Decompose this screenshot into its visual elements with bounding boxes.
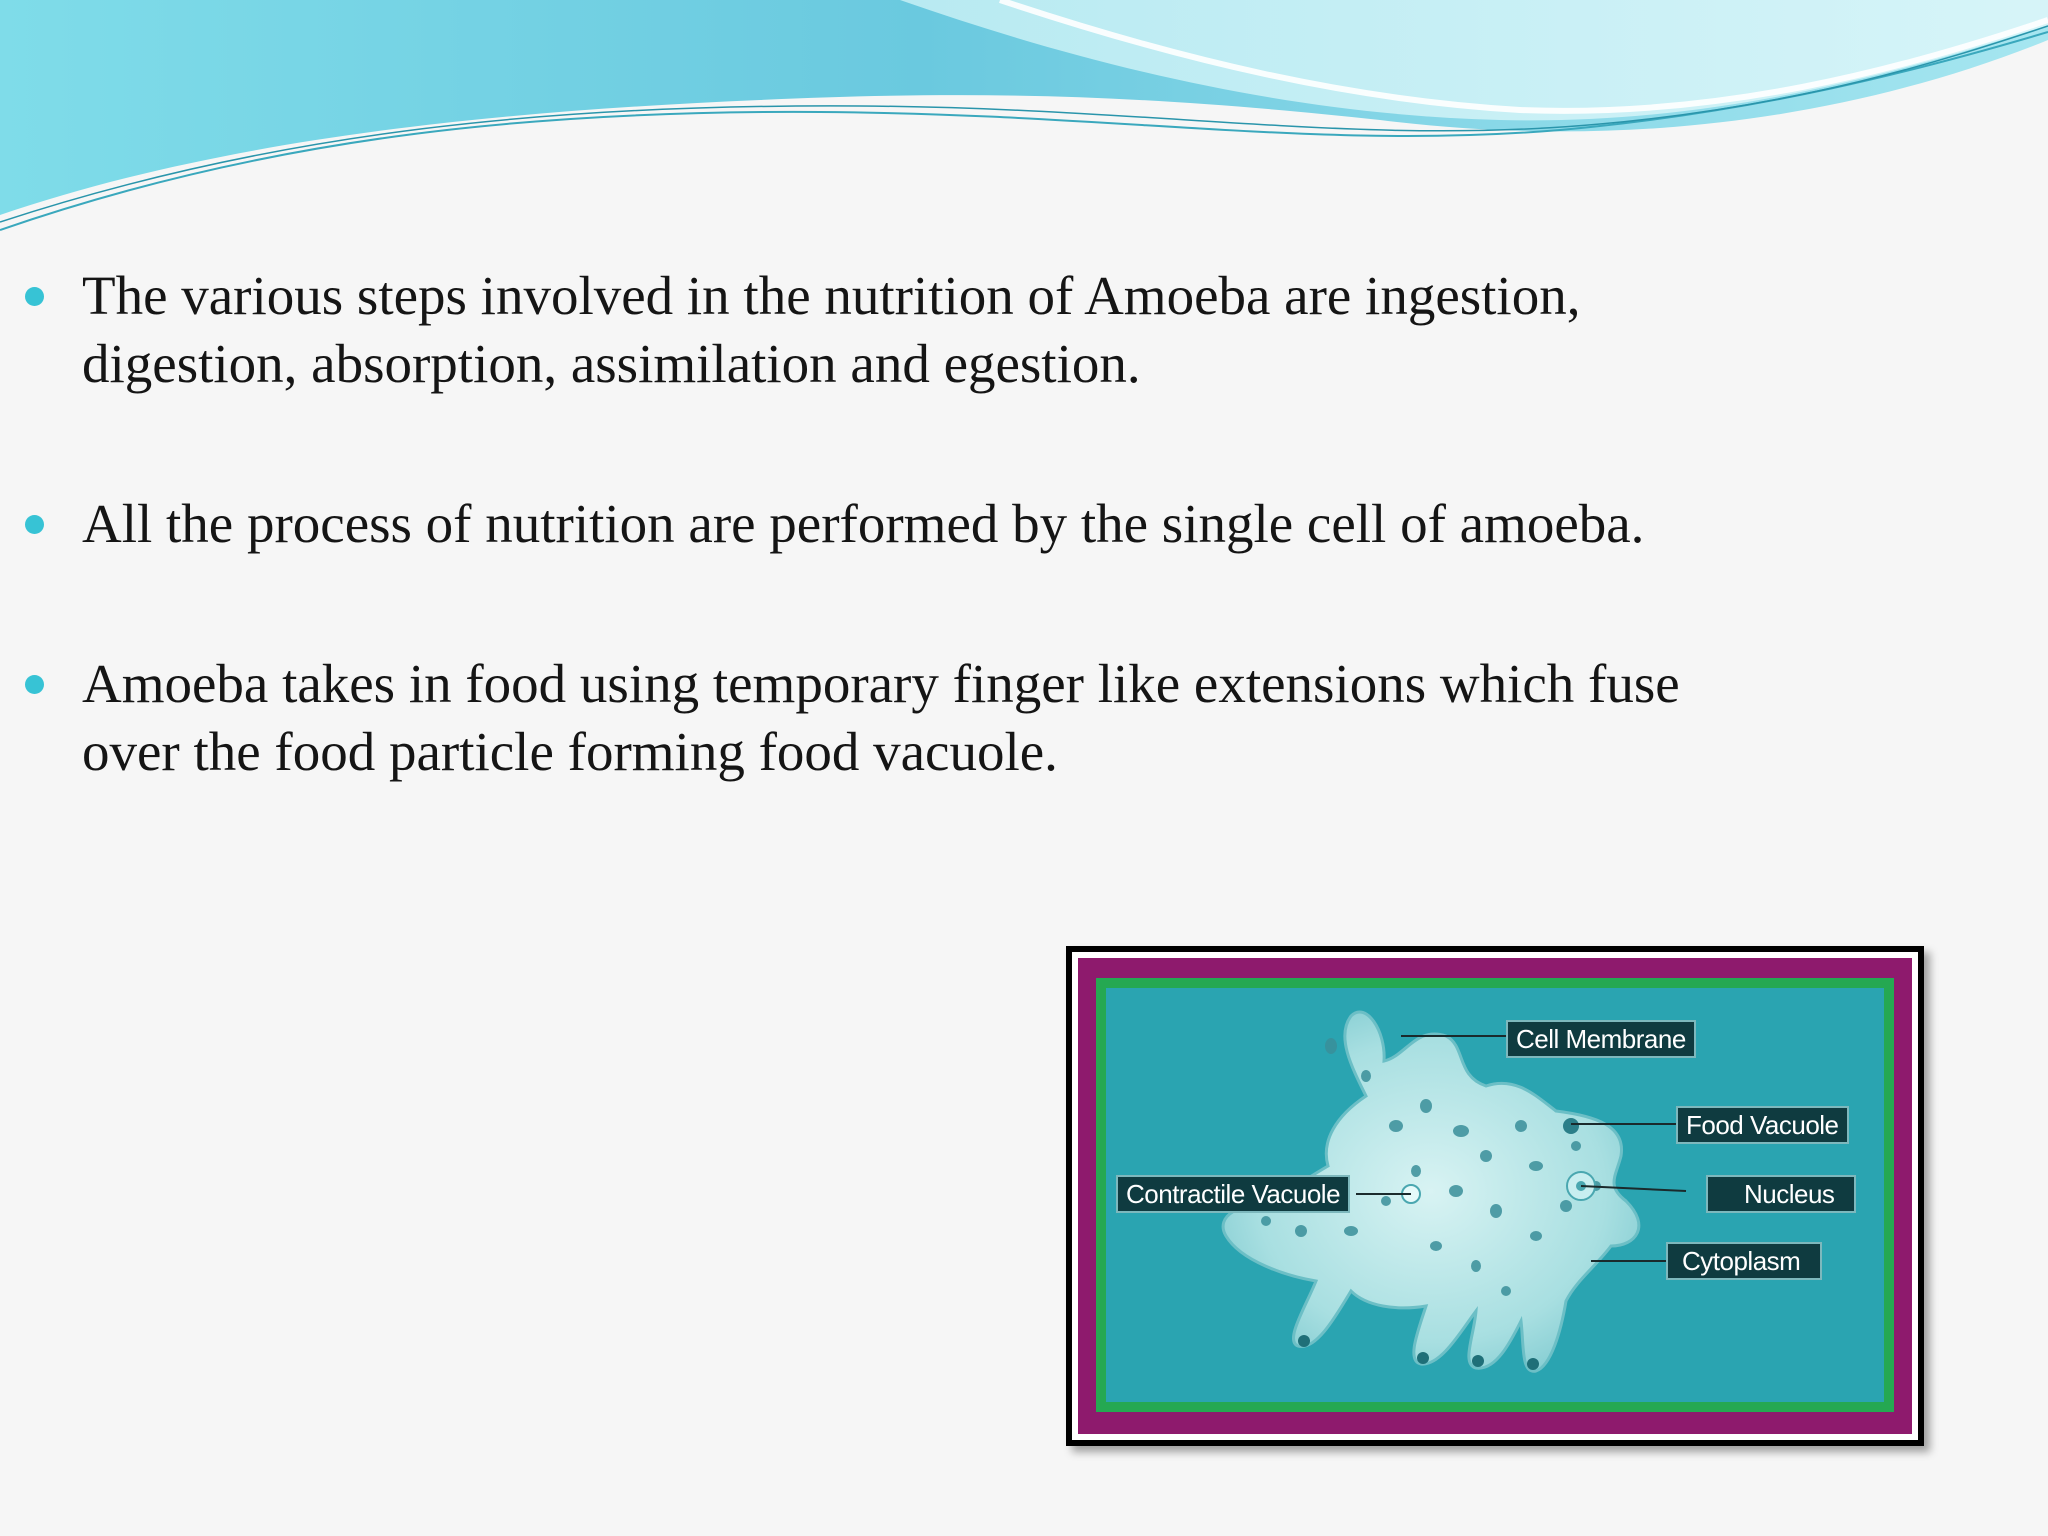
food-vacuole-shape [1563,1118,1579,1134]
cell-membrane-label: Cell Membrane [1506,1020,1696,1058]
amoeba-diagram [1066,946,1924,1446]
contractile-vacuole-label: Contractile Vacuole [1116,1175,1350,1213]
header-wave-decoration [0,0,2048,240]
bullet-dot-icon [25,287,44,306]
bullet-dot-icon [25,675,44,694]
nucleus-label: Nucleus [1706,1175,1856,1213]
bullet-dot-icon [25,515,44,534]
bullet-item-1 [0,262,1700,398]
bullet-text-2: All the process of nutrition are performed by the single cell of amoeba. [82,493,1645,554]
bullet-list [0,262,1700,878]
bullet-text-3: Amoeba takes in food using temporary finger like extensions which fuse over the food particle forming food vacuole. [82,653,1680,782]
cytoplasm-label: Cytoplasm [1666,1242,1822,1280]
bullet-item-3 [0,650,1700,786]
bullet-text-1: The various steps involved in the nutrition of Amoeba are ingestion, digestion, absorption, assimilation and egestion. [82,265,1581,394]
bullet-item-2 [0,490,1700,558]
food-vacuole-label: Food Vacuole [1676,1106,1849,1144]
